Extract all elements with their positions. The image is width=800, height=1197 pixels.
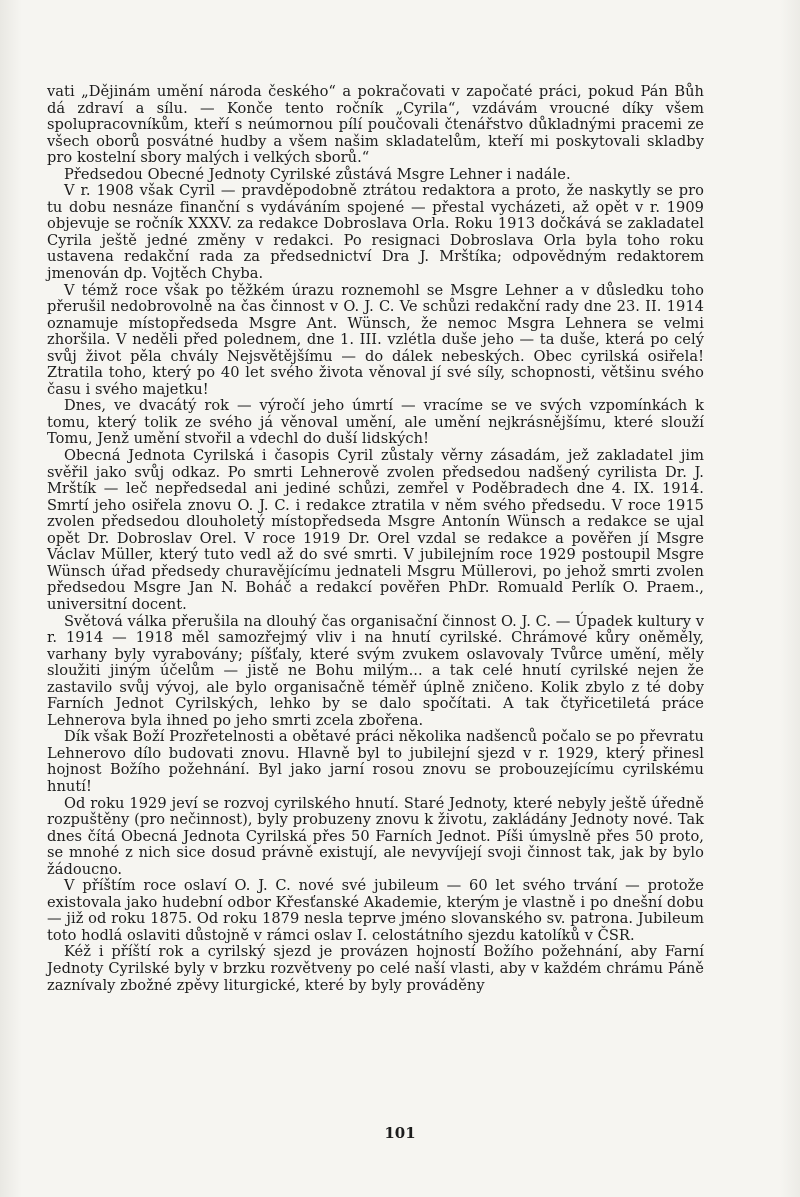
paragraph: Předsedou Obecné Jednoty Cyrilské zůstává Msgre Lehner i nadále. <box>64 165 571 183</box>
paragraph: Obecná Jednota Cyrilská i časopis Cyril zůstaly věrny zásadám, jež zakladatel jim svěřil jako svůj odkaz. Po smrti Lehnerově zvolen předsedou nadšený cyrilista Dr. J. Mrštík — leč nepředsedal ani jediné schůzi, zemřel v Poděbradech dne 4. IX. 1914. Smrtí jeho osiřela znovu O. J. C. i redakce ztratila v něm svého předsedu. V roce 1915 zvolen předsedou dlouholetý místopředseda Msgre Antonín Wünsch a redakce se ujal opět Dr. Dobroslav Orel. V roce 1919 Dr. Orel vzdal se redakce a pověřen jí Msgre Václav Müller, který tuto vedl až do své smrti. V jubilejním roce 1929 postoupil Msgre Wünsch úřad předsedy churavějícímu jednateli Msgru Müllerovi, po jehož smrti zvolen předsedou Msgre Jan N. Boháč a redakcí pověřen PhDr. Romuald Perlík O. Praem., universitní docent. <box>47 447 704 613</box>
paragraph: vati „Dějinám umění národa českého“ a pokračovati v započaté práci, pokud Pán Bůh dá zdraví a sílu. — Konče tento ročník „Cyrila“, vzdávám vroucné díky všem spolupracovníkům, kteří s neúmornou pílí poučovali čtenářstvo důkladnými pracemi ze všech oborů posvátné hudby a všem našim skladatelům, kteří mi poskytovali skladby pro kostelní sbory malých i velkých sborů.“ <box>47 83 704 167</box>
paragraph: Kéž i příští rok a cyrilský sjezd je provázen hojností Božího požehnání, aby Farní Jednoty Cyrilské byly v brzku rozvětveny po celé naší vlasti, aby v každém chrámu Páně zaznívaly zbožné zpěvy liturgické, které by byly prováděny <box>47 943 704 994</box>
paragraph: V příštím roce oslaví O. J. C. nové své jubileum — 60 let svého trvání — protože existovala jako hudební odbor Křesťanské Akademie, kterým je vlastně i po dnešní dobu — již od roku 1875. Od roku 1879 nesla teprve jméno slovanského sv. patrona. Jubileum toto hodlá oslaviti důstojně v rámci oslav I. celostátního sjezdu katolíků v ČSR. <box>47 877 704 944</box>
body-text <box>47 84 704 994</box>
paragraph: Dnes, ve dvacátý rok — výročí jeho úmrtí — vracíme se ve svých vzpomínkách k tomu, který tolik ze svého já věnoval umění, ale umění nejkrásnějšímu, které slouží Tomu, Jenž umění stvořil a vdechl do duší lidských! <box>47 397 704 448</box>
paragraph: V témž roce však po těžkém úrazu roznemohl se Msgre Lehner a v důsledku toho přerušil nedobrovolně na čas činnost v O. J. C. Ve schůzi redakční rady dne 23. II. 1914 oznamuje místopředseda Msgre Ant. Wünsch, že nemoc Msgra Lehnera se velmi zhoršila. V neděli před polednem, dne 1. III. vzlétla duše jeho — ta duše, která po celý svůj život pěla chvály Nejsvětějšímu — do dálek nebeských. Obec cyrilská osiřela! Ztratila toho, který po 40 let svého života věnoval jí své síly, schopnosti, většinu svého času i svého majetku! <box>47 281 704 398</box>
paragraph: Světová válka přerušila na dlouhý čas organisační činnost O. J. C. — Úpadek kultury v r. 1914 — 1918 měl samozřejmý vliv i na hnutí cyrilské. Chrámové kůry oněměly, varhany byly vyrabovány; píšťaly, které svým zvukem oslavovaly Tvůrce umění, měly sloužiti jiným účelům — jistě ne Bohu milým... a tak celé hnutí cyrilské nejen že zastavilo svůj vývoj, ale bylo organisačně téměř úplně zničeno. Kolik zbylo z té doby Farních Jednot Cyrilských, lehko by se dalo spočítati. A tak čtyřicetiletá práce Lehnerova byla ihned po jeho smrti zcela zbořena. <box>47 612 704 729</box>
page-number: 101 <box>384 1124 416 1142</box>
paragraph: Od roku 1929 jeví se rozvoj cyrilského hnutí. Staré Jednoty, které nebyly ještě úředně rozpuštěny (pro nečinnost), byly probuzeny znovu k životu, zakládány Jednoty nové. Tak dnes čítá Obecná Jednota Cyrilská přes 50 Farních Jednot. Píši úmyslně přes 50 proto, se mnohé z nich sice dosud právně existují, ale nevyvíjejí svoji činnost tak, jak by bylo žádoucno. <box>47 794 704 878</box>
paragraph: V r. 1908 však Cyril — pravděpodobně ztrátou redaktora a proto, že naskytly se pro tu dobu nesnáze finanční s vydáváním spojené — přestal vycházeti, až opět v r. 1909 objevuje se ročník XXXV. za redakce Dobroslava Orla. Roku 1913 dočkává se zakladatel Cyrila ještě jedné změny v redakci. Po resignaci Dobroslava Orla byla toho roku ustavena redakční rada za předsednictví Dra J. Mrštíka; odpovědným redaktorem jmenován dp. Vojtěch Chyba. <box>47 182 704 283</box>
paragraph: Dík však Boží Prozřetelnosti a obětavé práci několika nadšenců počalo se po převratu Lehnerovo dílo budovati znovu. Hlavně byl to jubilejní sjezd v r. 1929, který přinesl hojnost Božího požehnání. Byl jako jarní rosou znovu se probouzejícímu cyrilskému hnutí! <box>47 728 704 795</box>
